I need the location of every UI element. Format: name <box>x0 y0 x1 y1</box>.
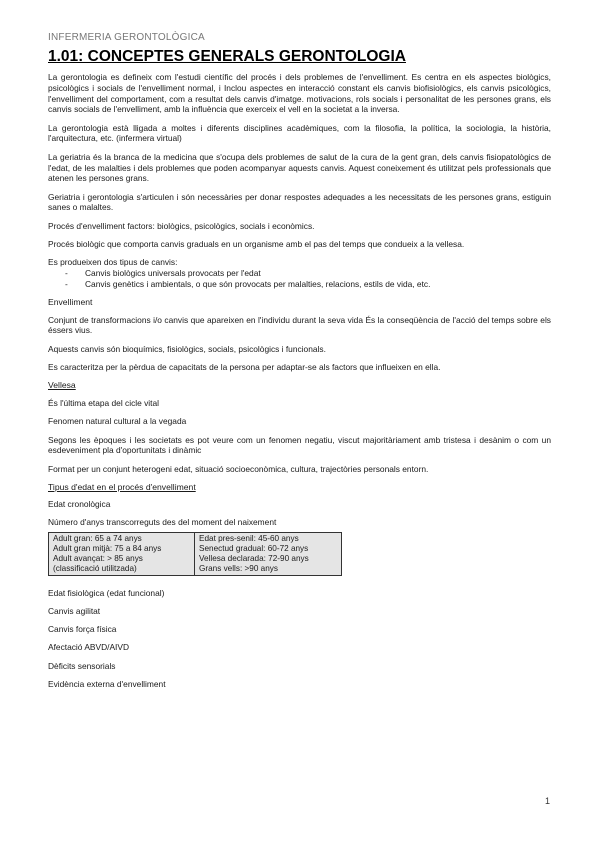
cell-line: (classificació utilitzada) <box>53 563 137 573</box>
table-cell-adult-categories <box>49 532 195 575</box>
subheading-physiological-age: Edat fisiològica (edat funcional) <box>48 587 165 598</box>
paragraph-gerontology-definition: La gerontologia es defineix com l'estudi científic del procés i dels problemes de l'envelliment. Es centra en els aspectes biològics, psicològics i socials de l'envelliment normal, i Inclou aspectes en interacció constant els canvis biofisiològics, els canvis psicològics, l'envelliment del comportament, com a resultat dels canvis d'imatge. motivacions, rols socials i personalitat de les persones grans, els canvis socials de l'envelliment, amb la influència que exerceix el vell en la societat a la inversa. <box>48 72 551 115</box>
list-item: - Canvis biològics universals provocats per l'edat <box>48 268 551 279</box>
paragraph-envelliment-changes: Aquests canvis són bioquímics, fisiològics, socials, psicològics i funcionals. <box>48 343 326 354</box>
cell-line: Edat pres-senil: 45-60 anys <box>199 533 299 543</box>
running-header: INFERMERIA GERONTOLÒGICA <box>48 32 205 43</box>
section-heading-vellesa: Vellesa <box>48 380 76 391</box>
list-item: Canvis força física <box>48 624 117 635</box>
table-row <box>49 532 342 575</box>
paragraph-chronological-definition: Número d'anys transcorreguts des del moment del naixement <box>48 517 277 528</box>
cell-line: Vellesa declarada: 72-90 anys <box>199 553 309 563</box>
paragraph-vellesa-stage: És l'última etapa del cicle vital <box>48 398 159 409</box>
paragraph-change-types-intro: Es produeixen dos tipus de canvis: <box>48 257 178 268</box>
paragraph-envelliment-characteristic: Es caracteritza per la pèrdua de capacitats de la persona per adaptar-se als factors que influeixen en ella. <box>48 361 441 372</box>
cell-line: Adult gran: 65 a 74 anys <box>53 533 142 543</box>
list-item: Afectació ABVD/AIVD <box>48 642 129 653</box>
cell-line: Adult avançat: > 85 anys <box>53 553 143 563</box>
list-item: Canvis agilitat <box>48 605 101 616</box>
document-body <box>48 72 551 697</box>
list-item: Evidència externa d'envelliment <box>48 679 166 690</box>
paragraph-envelliment-definition: Conjunt de transformacions i/o canvis que apareixen en l'individu durant la seva vida És la conseqüència de l'acció del temps sobre els éssers vius. <box>48 314 551 336</box>
list-item: - Canvis genètics i ambientals, o que són provocats per malalties, relacions, estils de vida, etc. <box>48 279 551 290</box>
section-heading-age-types: Tipus d'edat en el procés d'envelliment <box>48 482 196 493</box>
age-classification-table <box>48 532 342 576</box>
paragraph-vellesa-phenomenon: Fenomen natural cultural a la vegada <box>48 416 187 427</box>
paragraph-vellesa-perception: Segons les èpoques i les societats es pot veure com un fenomen negatiu, viscut majoritàriament amb tristesa i desànim o com un esdeveniment pla d'oportunitats i dinàmic <box>48 434 551 456</box>
table-cell-aging-stages <box>195 532 342 575</box>
paragraph-geriatrics-definition: La geriatria és la branca de la medicina que s'ocupa dels problemes de salut de la cura de la gent gran, dels canvis fisiopatològics de l'edat, de les malalties i dels problemes que poden acompanyar aquests canvis. Aquest coneixement és utilitzat pels professionals que atenen les persones grans. <box>48 151 551 184</box>
cell-line: Grans vells: >90 anys <box>199 563 278 573</box>
section-heading-envelliment: Envelliment <box>48 296 93 307</box>
page-title: 1.01: CONCEPTES GENERALS GERONTOLOGIA <box>48 48 406 65</box>
cell-line: Adult gran mitjà: 75 a 84 anys <box>53 543 162 553</box>
paragraph-gerontology-disciplines: La gerontologia està lligada a moltes i diferents disciplines acadèmiques, com la filosofia, la política, la sociologia, la història, l'arquitectura, etc. (infermera virtual) <box>48 122 551 144</box>
subheading-chronological-age: Edat cronològica <box>48 498 111 509</box>
paragraph-biological-process: Procés biològic que comporta canvis graduals en un organisme amb el pas del temps que condueix a la vellesa. <box>48 239 465 250</box>
paragraph-aging-factors: Procés d'envelliment factors: biològics, psicològics, socials i econòmics. <box>48 220 315 231</box>
list-item: Dèficits sensorials <box>48 660 116 671</box>
paragraph-geriatrics-gerontology: Geriatria i gerontologia s'articulen i són necessàries per donar respostes adequades a les necessitats de les persones grans, estiguin sanes o malaltes. <box>48 191 551 213</box>
page-number: 1 <box>545 796 551 806</box>
paragraph-vellesa-heterogeneous: Format per un conjunt heterogeni edat, situació socioeconòmica, cultura, trajectòries personals entorn. <box>48 463 429 474</box>
change-types-list <box>48 268 551 290</box>
cell-line: Senectud gradual: 60-72 anys <box>199 543 309 553</box>
